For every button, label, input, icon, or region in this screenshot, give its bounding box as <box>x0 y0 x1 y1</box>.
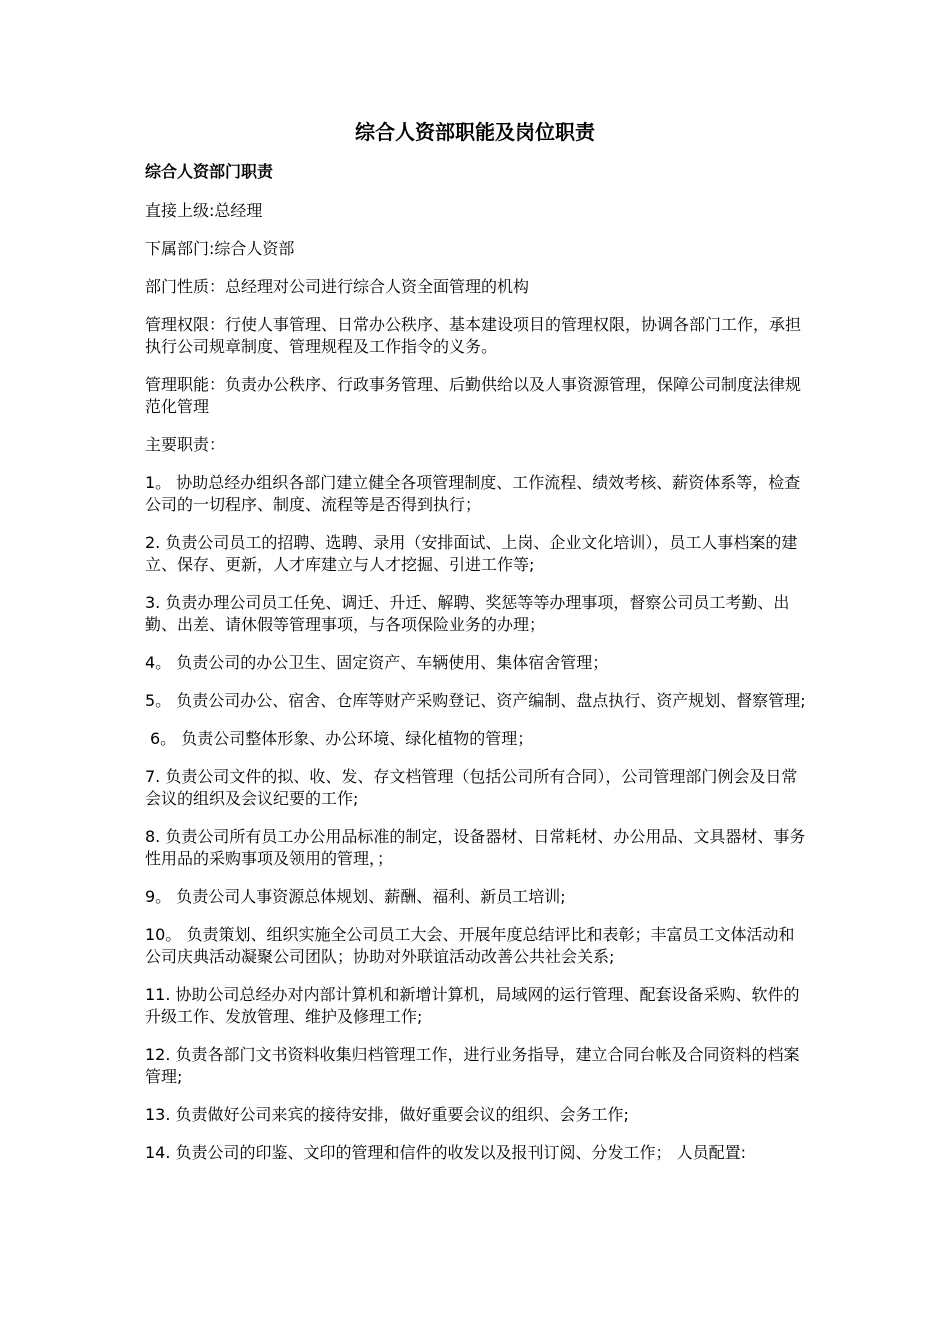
duty-item: 9。 负责公司人事资源总体规划、薪酬、福利、新员工培训; <box>145 887 566 906</box>
duty-item: 6。 负责公司整体形象、办公环境、绿化植物的管理； <box>150 729 534 748</box>
duty-item: 4。 负责公司的办公卫生、固定资产、车辆使用、集体宿舍管理； <box>145 653 609 672</box>
authority-paragraph: 管理权限：行使人事管理、日常办公秩序、基本建设项目的管理权限，协调各部门工作，承担执行公司规章制度、管理规程及工作指令的义务。 <box>145 315 802 356</box>
subordinate-dept-line: 下属部门:综合人资部 <box>145 239 295 258</box>
duty-item: 12. 负责各部门文书资料收集归档管理工作，进行业务指导，建立合同台帐及合同资料的档案管理; <box>145 1045 800 1086</box>
duty-item: 8. 负责公司所有员工办公用品标准的制定，设备器材、日常耗材、办公用品、文具器材、事务性用品的采购事项及领用的管理，； <box>145 827 806 868</box>
duty-item: 1。 协助总经办组织各部门建立健全各项管理制度、工作流程、绩效考核、薪资体系等，检查公司的一切程序、制度、流程等是否得到执行； <box>145 473 801 514</box>
duty-item: 5。 负责公司办公、宿舍、仓库等财产采购登记、资产编制、盘点执行、资产规划、督察管理; <box>145 691 806 710</box>
duty-item: 14. 负责公司的印鉴、文印的管理和信件的收发以及报刊订阅、分发工作； 人员配置: <box>145 1143 747 1162</box>
direct-superior-line: 直接上级:总经理 <box>145 201 263 220</box>
duty-item: 13. 负责做好公司来宾的接待安排，做好重要会议的组织、会务工作; <box>145 1105 629 1124</box>
functions-paragraph: 管理职能：负责办公秩序、行政事务管理、后勤供给以及人事资源管理，保障公司制度法律规范化管理 <box>145 375 802 416</box>
duties-heading: 主要职责： <box>145 435 226 454</box>
document-title: 综合人资部职能及岗位职责 <box>355 120 595 144</box>
dept-nature-line: 部门性质：总经理对公司进行综合人资全面管理的机构 <box>145 277 530 296</box>
document-body <box>145 161 810 1180</box>
duty-item: 2. 负责公司员工的招聘、选聘、录用（安排面试、上岗、企业文化培训），员工人事档案的建立、保存、更新，人才库建立与人才挖掘、引进工作等; <box>145 533 798 574</box>
duty-item: 11. 协助公司总经办对内部计算机和新增计算机，局域网的运行管理、配套设备采购、软件的升级工作、发放管理、维护及修理工作; <box>145 985 800 1026</box>
duty-item: 10。 负责策划、组织实施全公司员工大会、开展年度总结评比和表彰；丰富员工文体活动和公司庆典活动凝聚公司团队；协助对外联谊活动改善公共社会关系; <box>145 925 795 966</box>
duty-item: 7. 负责公司文件的拟、收、发、存文档管理（包括公司所有合同），公司管理部门例会及日常会议的组织及会议纪要的工作; <box>145 767 798 808</box>
section-heading: 综合人资部门职责 <box>145 162 274 181</box>
duty-item: 3. 负责办理公司员工任免、调迁、升迁、解聘、奖惩等等办理事项，督察公司员工考勤、出勤、出差、请休假等管理事项，与各项保险业务的办理； <box>145 593 790 634</box>
